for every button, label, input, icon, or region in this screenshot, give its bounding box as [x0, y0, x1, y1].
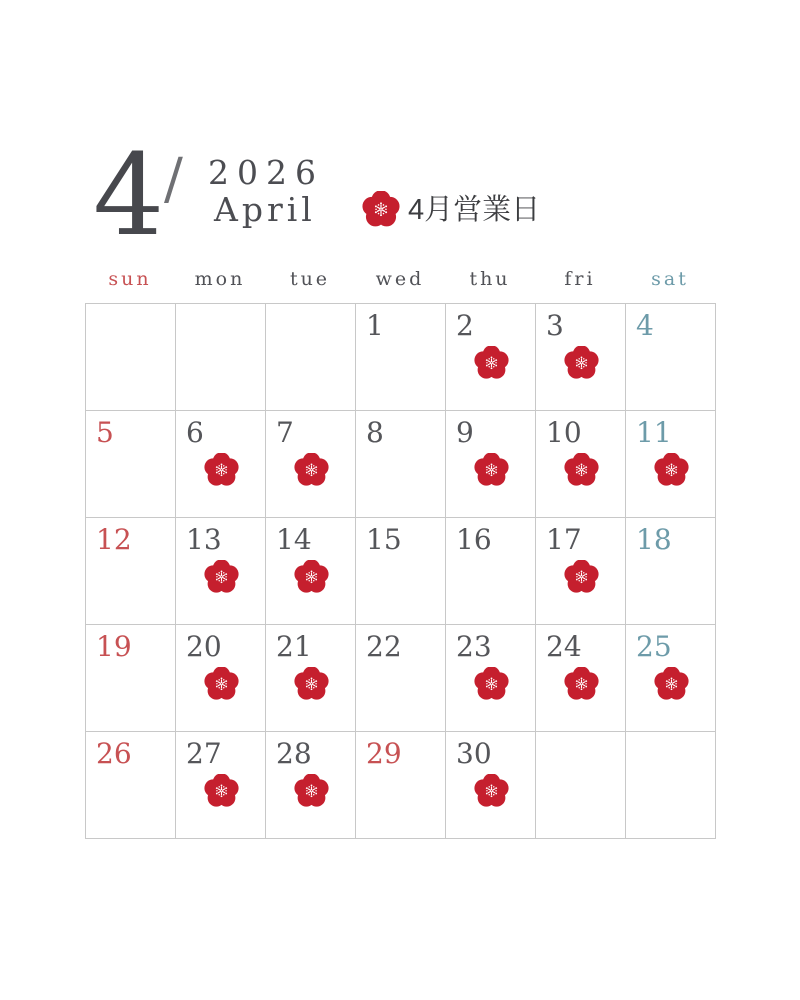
calendar-cell-3 [536, 304, 626, 411]
calendar-cell-19 [86, 625, 176, 732]
month-number: 4 [93, 131, 165, 261]
legend-label: 4月営業日 [408, 193, 541, 226]
plum-blossom-icon [204, 560, 239, 595]
plum-blossom-icon [474, 667, 509, 702]
calendar-cell-empty [626, 732, 716, 839]
calendar-cell-2 [446, 304, 536, 411]
legend [362, 191, 540, 229]
plum-blossom-icon [474, 346, 509, 381]
calendar-cell-27 [176, 732, 266, 839]
calendar-cell-23 [446, 625, 536, 732]
day-number: 9 [456, 416, 474, 449]
plum-blossom-icon [204, 667, 239, 702]
calendar-cell-18 [626, 518, 716, 625]
day-number: 6 [186, 416, 204, 449]
calendar-cell-21 [266, 625, 356, 732]
day-number: 28 [276, 737, 312, 770]
day-number: 30 [456, 737, 492, 770]
calendar-cell-empty [536, 732, 626, 839]
plum-blossom-icon [474, 453, 509, 488]
year: 2026 [208, 153, 324, 192]
calendar-cell-14 [266, 518, 356, 625]
calendar-cell-9 [446, 411, 536, 518]
calendar-cell-5 [86, 411, 176, 518]
calendar-cell-7 [266, 411, 356, 518]
weekday-label-sat: sat [651, 268, 689, 290]
plum-blossom-icon [654, 453, 689, 488]
day-number: 25 [636, 630, 672, 663]
calendar-cell-29 [356, 732, 446, 839]
calendar-cell-22 [356, 625, 446, 732]
plum-blossom-icon [362, 191, 400, 229]
plum-blossom-icon [294, 667, 329, 702]
weekday-label-sun: sun [108, 268, 152, 290]
calendar-cell-16 [446, 518, 536, 625]
calendar-cell-26 [86, 732, 176, 839]
day-number: 26 [96, 737, 132, 770]
day-number: 1 [366, 309, 384, 342]
plum-blossom-icon [294, 560, 329, 595]
day-number: 2 [456, 309, 474, 342]
day-number: 21 [276, 630, 312, 663]
plum-blossom-icon [294, 774, 329, 809]
calendar-cell-8 [356, 411, 446, 518]
day-number: 18 [636, 523, 672, 556]
plum-blossom-icon [204, 453, 239, 488]
weekday-label-tue: tue [289, 268, 331, 290]
calendar-cell-13 [176, 518, 266, 625]
plum-blossom-icon [564, 560, 599, 595]
day-number: 20 [186, 630, 222, 663]
calendar-cell-15 [356, 518, 446, 625]
day-number: 15 [366, 523, 402, 556]
weekday-header-row [85, 268, 716, 290]
plum-blossom-icon [564, 453, 599, 488]
day-number: 22 [366, 630, 402, 663]
day-number: 13 [186, 523, 222, 556]
weekday-label-mon: mon [194, 268, 246, 290]
weekday-label-wed: wed [375, 268, 425, 290]
weekday-label-thu: thu [469, 268, 511, 290]
weekday-label-fri: fri [564, 268, 596, 290]
day-number: 24 [546, 630, 582, 663]
day-number: 4 [636, 309, 654, 342]
day-number: 29 [366, 737, 402, 770]
plum-blossom-icon [564, 346, 599, 381]
day-number: 10 [546, 416, 582, 449]
day-number: 3 [546, 309, 564, 342]
calendar-cell-28 [266, 732, 356, 839]
day-number: 17 [546, 523, 582, 556]
calendar-cell-30 [446, 732, 536, 839]
calendar-cell-20 [176, 625, 266, 732]
calendar-cell-10 [536, 411, 626, 518]
day-number: 8 [366, 416, 384, 449]
plum-blossom-icon [654, 667, 689, 702]
calendar-cell-17 [536, 518, 626, 625]
day-number: 12 [96, 523, 132, 556]
month-name: April [214, 190, 316, 229]
day-number: 5 [96, 416, 114, 449]
day-number: 11 [636, 416, 672, 449]
day-number: 16 [456, 523, 492, 556]
calendar-cell-empty [266, 304, 356, 411]
calendar-cell-12 [86, 518, 176, 625]
plum-blossom-icon [564, 667, 599, 702]
month-year-separator: / [164, 147, 183, 212]
calendar-cell-4 [626, 304, 716, 411]
day-number: 7 [276, 416, 294, 449]
plum-blossom-icon [294, 453, 329, 488]
day-number: 14 [276, 523, 312, 556]
plum-blossom-icon [204, 774, 239, 809]
calendar-cell-11 [626, 411, 716, 518]
calendar-cell-25 [626, 625, 716, 732]
calendar-cell-empty [86, 304, 176, 411]
calendar-grid [85, 303, 716, 839]
calendar-cell-24 [536, 625, 626, 732]
day-number: 19 [96, 630, 132, 663]
day-number: 27 [186, 737, 222, 770]
plum-blossom-icon [474, 774, 509, 809]
calendar-cell-empty [176, 304, 266, 411]
calendar-cell-6 [176, 411, 266, 518]
day-number: 23 [456, 630, 492, 663]
calendar-cell-1 [356, 304, 446, 411]
